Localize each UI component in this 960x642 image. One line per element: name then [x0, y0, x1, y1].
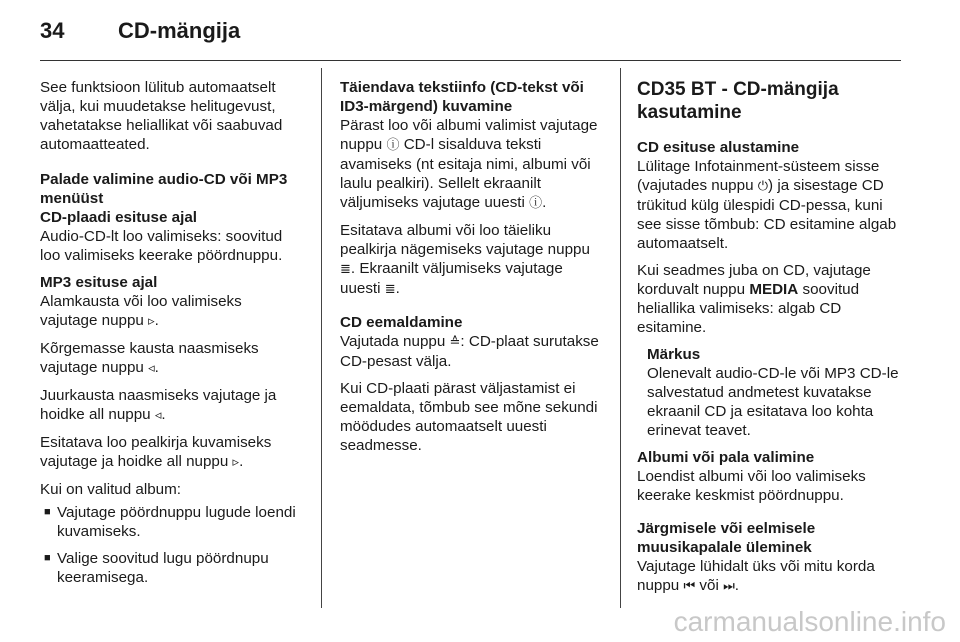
album-intro: Kui on valitud album: — [40, 481, 181, 498]
left-arrow-icon: ◃ — [154, 408, 162, 423]
start-heading: CD esituse alustamine — [637, 139, 800, 156]
info-heading: Täiendava tekstiinfo (CD-tekst või ID3-märgend) kuvamine — [340, 79, 584, 115]
album-select-heading: Albumi või pala valimine — [637, 449, 815, 466]
list-icon: ≣ — [384, 282, 396, 297]
bullet-icon: ■ — [44, 506, 51, 518]
start-paragraph-1: Lülitage Infotainment-süsteem sisse (vajutades nuppu ⏻) ja sisestage CD trükitud külg ülespidi CD-pessa, kuni see sisse tõmbub: CD esitamine algab automaatselt. — [637, 158, 897, 252]
remove-paragraph-2: Kui CD-plaati pärast väljastamist ei eemaldata, tõmbub see mõne sekundi möödudes automaatselt uuesti seadmesse. — [340, 380, 598, 454]
next-track-icon: ⏭ — [723, 579, 735, 594]
watermark: carmanualsonline.info — [673, 606, 946, 637]
media-button-label: MEDIA — [749, 281, 799, 298]
previous-track-icon: ⏮ — [683, 579, 696, 594]
power-icon: ⏻ — [757, 179, 769, 194]
right-arrow-icon: ▹ — [148, 314, 155, 329]
album-select-text: Loendist albumi või loo valimiseks keerake keskmist pöördnuppu. — [637, 468, 866, 504]
column-divider-2 — [620, 68, 621, 608]
next-track-heading: Järgmisele või eelmisele muusikapalale üleminek — [637, 520, 816, 556]
mp3-playback-heading: MP3 esituse ajal — [40, 274, 158, 291]
start-paragraph-2: Kui seadmes juba on CD, vajutage korduvalt nuppu MEDIA soovitud heliallika valimiseks: algab CD esitamine. — [637, 262, 871, 336]
info-paragraph-2: Esitatava albumi või loo täieliku pealkirja nägemiseks vajutage nuppu ≣. Ekraanilt väljumiseks vajutage uuesti ≣. — [340, 222, 590, 297]
note-heading: Märkus — [647, 346, 701, 363]
section-title: CD35 BT - CD-mängija kasutamine — [637, 79, 839, 123]
next-track-text: Vajutage lühidalt üks või mitu korda nuppu ⏮ või ⏭. — [637, 558, 875, 594]
intro-text: See funktsioon lülitub automaatselt välja, kui muudetakse helitugevust, vahetatakse heliallikat või saabuvad automaatteated. — [40, 79, 283, 153]
mp3-paragraph-2: Kõrgemasse kausta naasmiseks vajutage nuppu ◃. — [40, 340, 259, 376]
page-title: CD-mängija — [118, 18, 241, 43]
cd-playback-text: Audio-CD-lt loo valimiseks: soovitud loo valimiseks keerake pöördnuppu. — [40, 228, 283, 264]
left-arrow-icon: ◃ — [148, 361, 155, 376]
header-rule — [40, 60, 901, 61]
mp3-paragraph-4: Esitatava loo pealkirja kuvamiseks vajutage ja hoidke all nuppu ▹. — [40, 434, 272, 470]
page-number: 34 — [40, 18, 65, 43]
note-box — [637, 345, 903, 440]
info-icon: ⓘ — [529, 196, 543, 211]
column-1 — [40, 78, 302, 595]
remove-heading: CD eemaldamine — [340, 314, 463, 331]
list-item: ■ Vajutage pöördnuppu lugude loendi kuvamiseks. — [44, 504, 296, 540]
column-3 — [637, 78, 903, 604]
remove-paragraph-1: Vajutada nuppu ≙: CD-plaat surutakse CD-pesast välja. — [340, 333, 599, 370]
info-icon: ⓘ — [386, 138, 400, 153]
cd-playback-heading: CD-plaadi esituse ajal — [40, 209, 197, 226]
eject-icon: ≙ — [449, 335, 461, 350]
album-bullet-list — [40, 503, 302, 587]
column-divider-1 — [321, 68, 322, 608]
menu-heading: Palade valimine audio-CD või MP3 menüüst — [40, 171, 288, 207]
right-arrow-icon: ▹ — [232, 455, 240, 470]
note-text: Olenevalt audio-CD-le või MP3 CD-le salvestatud andmetest kuvatakse ekraanil CD ja esitatava loo kohta erinevat teavet. — [647, 365, 899, 439]
list-icon: ≣ — [340, 262, 351, 277]
column-2 — [340, 78, 606, 463]
bullet-icon: ■ — [44, 552, 51, 564]
info-paragraph-1: Pärast loo või albumi valimist vajutage nuppu ⓘ CD-l sisalduva teksti avamiseks (nt esitaja nimi, albumi või laulu pealkiri). Sellelt ekraanilt väljumiseks vajutage uuesti ⓘ. — [340, 117, 598, 211]
list-item: ■ Valige soovitud lugu pöördnupu keeramisega. — [44, 550, 269, 586]
mp3-paragraph-1: Alamkausta või loo valimiseks vajutage nuppu ▹. — [40, 293, 242, 329]
mp3-paragraph-3: Juurkausta naasmiseks vajutage ja hoidke all nuppu ◃. — [40, 387, 277, 423]
